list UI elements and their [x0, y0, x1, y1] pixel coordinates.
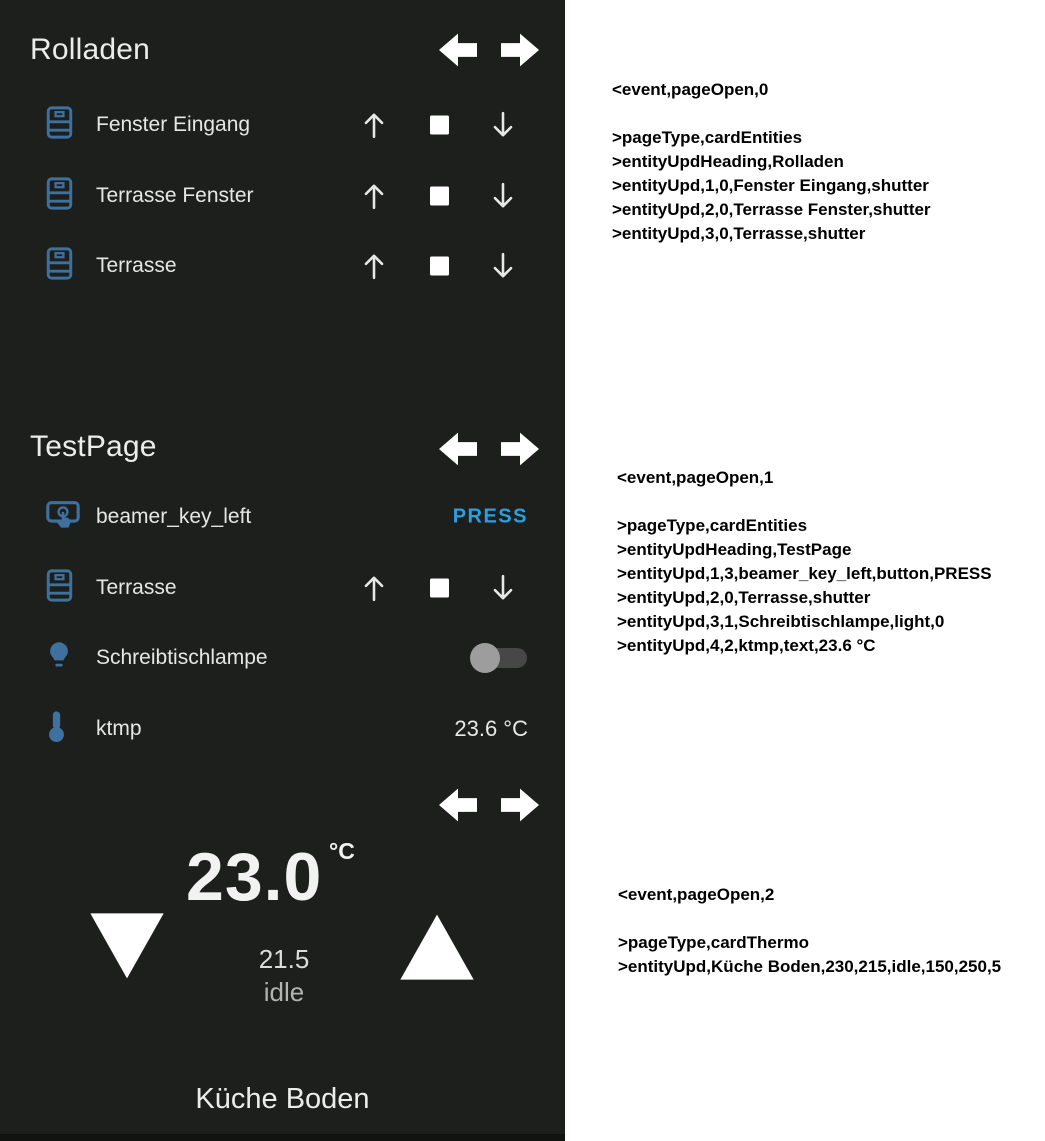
serial-log-block-page1	[617, 466, 992, 658]
arrow-left-icon	[437, 430, 479, 468]
shutter-stop-button[interactable]	[430, 187, 449, 206]
nav-prev-button[interactable]	[437, 430, 479, 468]
entity-row	[0, 707, 565, 751]
nav-next-button[interactable]	[499, 430, 541, 468]
log-line: <event,pageOpen,1	[617, 468, 774, 487]
entity-row	[0, 566, 565, 610]
triangle-up-icon	[397, 911, 477, 985]
entity-row	[0, 636, 565, 680]
entity-label: Schreibtischlampe	[96, 646, 268, 669]
hvac-state: idle	[263, 977, 305, 1007]
log-line: >entityUpd,4,2,ktmp,text,23.6 °C	[617, 636, 876, 655]
gesture-tap-button-icon	[46, 500, 80, 535]
thermometer-icon	[46, 710, 67, 749]
light-toggle-switch[interactable]	[470, 642, 528, 674]
toggle-knob	[470, 643, 500, 673]
entity-label: Terrasse	[96, 576, 177, 599]
sensor-value: 23.6 °C	[454, 716, 528, 741]
log-line: >pageType,cardEntities	[612, 128, 803, 147]
lightbulb-icon	[46, 640, 72, 676]
temp-increase-button[interactable]	[397, 911, 477, 985]
log-line: <event,pageOpen,0	[612, 80, 769, 99]
arrow-left-icon	[437, 786, 479, 824]
log-line	[612, 102, 931, 126]
entity-label: Terrasse Fenster	[96, 184, 254, 207]
temperature-unit: °C	[329, 838, 355, 864]
nav-next-button[interactable]	[499, 786, 541, 824]
shutter-up-button[interactable]	[361, 110, 387, 140]
entity-label: Terrasse	[96, 254, 177, 277]
triangle-down-icon	[87, 908, 167, 982]
nav-prev-button[interactable]	[437, 31, 479, 69]
log-line: >entityUpd,3,1,Schreibtischlampe,light,0	[617, 612, 945, 631]
log-line	[618, 907, 1001, 931]
temp-decrease-button[interactable]	[87, 908, 167, 982]
log-line: >entityUpd,Küche Boden,230,215,idle,150,250,5	[618, 957, 1002, 976]
thermostat-title: Küche Boden	[195, 1083, 370, 1115]
log-line: >entityUpdHeading,Rolladen	[612, 152, 844, 171]
shutter-stop-button[interactable]	[430, 257, 449, 276]
entity-row	[0, 103, 565, 147]
press-button[interactable]: PRESS	[452, 505, 528, 528]
shutter-up-button[interactable]	[361, 251, 387, 281]
log-line: >entityUpd,2,0,Terrasse Fenster,shutter	[612, 200, 931, 219]
entity-label: ktmp	[96, 717, 142, 740]
shutter-down-button[interactable]	[490, 110, 516, 140]
nav-prev-button[interactable]	[437, 786, 479, 824]
entity-row	[0, 495, 565, 539]
arrow-right-icon	[499, 786, 541, 824]
shutter-stop-button[interactable]	[430, 116, 449, 135]
card-testpage-title: TestPage	[30, 430, 157, 463]
log-line: >pageType,cardThermo	[618, 933, 809, 952]
serial-log-block-page2	[618, 883, 1001, 979]
window-shutter-icon	[46, 568, 73, 608]
target-temperature: 21.5	[258, 944, 310, 974]
log-line: >entityUpdHeading,TestPage	[617, 540, 852, 559]
shutter-down-button[interactable]	[490, 251, 516, 281]
log-line: >entityUpd,2,0,Terrasse,shutter	[617, 588, 871, 607]
log-line	[617, 490, 992, 514]
entity-row	[0, 244, 565, 288]
log-line: >pageType,cardEntities	[617, 516, 808, 535]
window-shutter-icon	[46, 246, 73, 286]
arrow-right-icon	[499, 430, 541, 468]
arrow-left-icon	[437, 31, 479, 69]
log-line: >entityUpd,3,0,Terrasse,shutter	[612, 224, 866, 243]
nav-next-button[interactable]	[499, 31, 541, 69]
window-shutter-icon	[46, 105, 73, 145]
log-line: <event,pageOpen,2	[618, 885, 775, 904]
shutter-stop-button[interactable]	[430, 579, 449, 598]
log-line: >entityUpd,1,0,Fenster Eingang,shutter	[612, 176, 929, 195]
shutter-up-button[interactable]	[361, 181, 387, 211]
card-rolladen-title: Rolladen	[30, 33, 151, 66]
panel-bottom-strip	[0, 1134, 565, 1141]
shutter-down-button[interactable]	[490, 573, 516, 603]
log-line: >entityUpd,1,3,beamer_key_left,button,PRESS	[617, 564, 992, 583]
entity-label: Fenster Eingang	[96, 113, 251, 136]
entity-label: beamer_key_left	[96, 505, 252, 528]
entity-row	[0, 174, 565, 218]
serial-log-block-page0	[612, 78, 931, 246]
current-temperature: 23.0	[186, 839, 323, 915]
window-shutter-icon	[46, 176, 73, 216]
shutter-down-button[interactable]	[490, 181, 516, 211]
arrow-right-icon	[499, 31, 541, 69]
shutter-up-button[interactable]	[361, 573, 387, 603]
